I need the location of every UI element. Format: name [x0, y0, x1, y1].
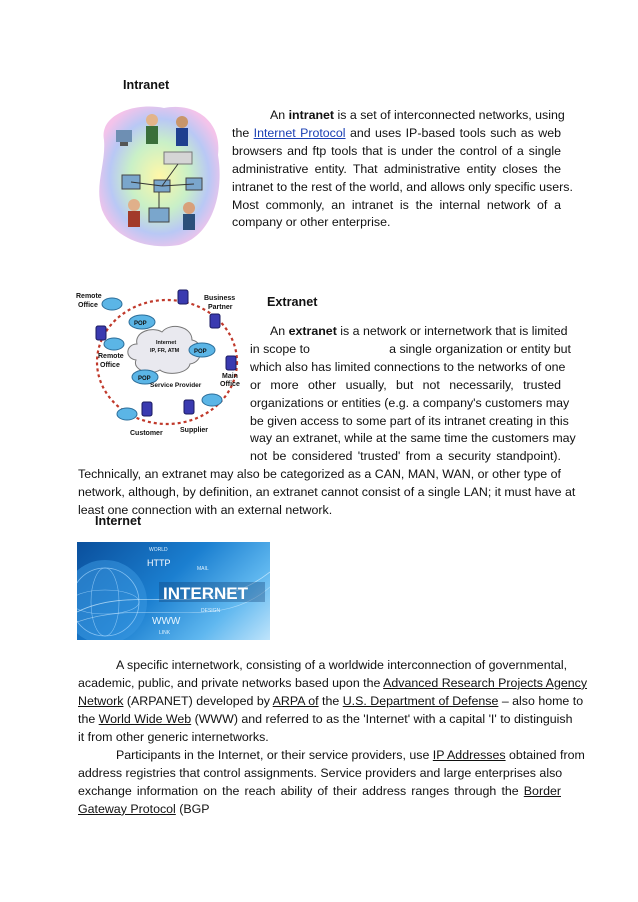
- diagram-label-pop-2: POP: [194, 349, 207, 355]
- extranet-full-line-2: network, although, by definition, an extranet cannot consist of a single LAN; it must have at: [78, 484, 576, 499]
- extranet-diagram: [72, 282, 244, 442]
- diagram-label-cloud: Internet: [156, 340, 177, 346]
- intranet-line-2: the Internet Protocol and uses IP-based tools such as web: [232, 125, 561, 140]
- internet-p1-line-5: it from other generic internetworks.: [78, 729, 269, 744]
- diagram-label-main-office: Main: [222, 373, 238, 380]
- svg-text:Partner: Partner: [208, 304, 233, 311]
- internet-protocol-link[interactable]: Internet Protocol: [253, 125, 346, 140]
- diagram-label-supplier: Supplier: [180, 427, 209, 434]
- banner-word-link: LINK: [159, 630, 171, 636]
- extranet-line-7: way an extranet, while at the same time the customers may: [250, 431, 576, 446]
- internet-heading: Internet: [95, 514, 142, 528]
- banner-word-www: WWW: [152, 616, 181, 627]
- internet-p2-line-4: Gateway Protocol (BGP: [78, 801, 210, 816]
- intranet-line-1: An intranet is a set of interconnected networks, using: [270, 108, 565, 122]
- extranet-line-1: An extranet is a network or internetwork that is limited: [270, 324, 568, 338]
- diagram-label-remote-office-top: Remote: [76, 293, 102, 300]
- diagram-label-pop-1: POP: [134, 321, 147, 327]
- extranet-line-5: organizations or entities (e.g. a company's customers may: [250, 395, 570, 410]
- diagram-label-remote-office-mid: Remote: [98, 353, 124, 360]
- internet-p1-line-3: Network (ARPANET) developed by ARPA of the U.S. Department of Defense – also home to: [78, 693, 584, 708]
- extranet-paragraph-right: [250, 323, 576, 466]
- extranet-full-line-3: least one connection with an external network.: [78, 502, 333, 517]
- intranet-line-5: intranet to the rest of the world, and allows only specific users.: [232, 179, 573, 194]
- svg-text:Office: Office: [100, 362, 120, 369]
- www-link[interactable]: World Wide Web: [98, 711, 192, 726]
- internet-p2-line-3: exchange information on the reach ability of their address ranges through the Border: [78, 783, 561, 798]
- intranet-line-7: company or other enterprise.: [232, 215, 391, 230]
- internet-banner: [77, 542, 270, 640]
- diagram-label-customer: Customer: [130, 430, 163, 437]
- diagram-label-pop-3: POP: [138, 376, 151, 382]
- diagram-label-business-partner: Business: [204, 295, 236, 302]
- intranet-term: intranet: [288, 108, 335, 122]
- internet-p1-line-4: the World Wide Web (WWW) and referred to as the 'Internet' with a capital 'I' to distinguish: [78, 711, 573, 726]
- gateway-protocol-link[interactable]: Gateway Protocol: [78, 801, 176, 816]
- extranet-paragraph-full: [78, 466, 576, 520]
- arpa-of-link[interactable]: ARPA of: [272, 693, 319, 708]
- internet-p2-line-1: Participants in the Internet, or their service providers, use IP Addresses obtained from: [116, 748, 585, 762]
- ip-addresses-link[interactable]: IP Addresses: [432, 748, 506, 762]
- intranet-heading: Intranet: [123, 78, 170, 92]
- extranet-line-4: or more other usually, but not necessarily, trusted: [250, 377, 561, 392]
- internet-paragraph-1: [78, 657, 588, 747]
- extranet-line-6: be given access to some part of its intranet creating in this: [250, 413, 569, 428]
- svg-text:Office: Office: [78, 302, 98, 309]
- network-link[interactable]: Network: [78, 693, 124, 708]
- extranet-line-2: in scope to a single organization or entity but: [250, 341, 571, 356]
- banner-word-mail: MAIL: [197, 566, 209, 572]
- intranet-line-3: browsers and ftp tools that is under the control of a single: [232, 143, 561, 158]
- intranet-line-4: administrative entity. That administrative entity closes the: [232, 161, 561, 176]
- intranet-line-6: Most commonly, an intranet is the internal network of a: [232, 197, 561, 212]
- internet-p2-line-2: address registries that control assignments. Service providers and large enterprises also: [78, 765, 563, 780]
- internet-paragraph-2: [78, 747, 585, 819]
- banner-word-world: WORLD: [149, 547, 168, 553]
- intranet-paragraph: [232, 107, 573, 232]
- intranet-illustration: [94, 100, 224, 250]
- extranet-line-8: not be considered 'trusted' from a security standpoint).: [250, 449, 561, 464]
- border-link[interactable]: Border: [523, 783, 561, 798]
- arpa-agency-link[interactable]: Advanced Research Projects Agency: [383, 675, 588, 690]
- dod-link[interactable]: U.S. Department of Defense: [342, 693, 499, 708]
- internet-p1-line-2: academic, public, and private networks based upon the Advanced Research Projects Agency: [78, 675, 588, 690]
- banner-word-http: HTTP: [147, 558, 171, 568]
- svg-text:Office: Office: [220, 381, 240, 388]
- svg-text:IP, FR, ATM: IP, FR, ATM: [150, 348, 180, 354]
- diagram-label-service-provider: Service Provider: [150, 382, 202, 389]
- extranet-term: extranet: [288, 324, 337, 338]
- extranet-full-line-1: Technically, an extranet may also be categorized as a CAN, MAN, WAN, or other type of: [78, 467, 561, 481]
- banner-word-design: DESIGN: [201, 608, 221, 614]
- banner-title: INTERNET: [163, 584, 248, 603]
- extranet-line-3: which also has limited connections to the networks of one: [250, 359, 566, 374]
- internet-p1-line-1: A specific internetwork, consisting of a worldwide interconnection of governmental,: [116, 658, 568, 672]
- extranet-heading: Extranet: [267, 295, 318, 309]
